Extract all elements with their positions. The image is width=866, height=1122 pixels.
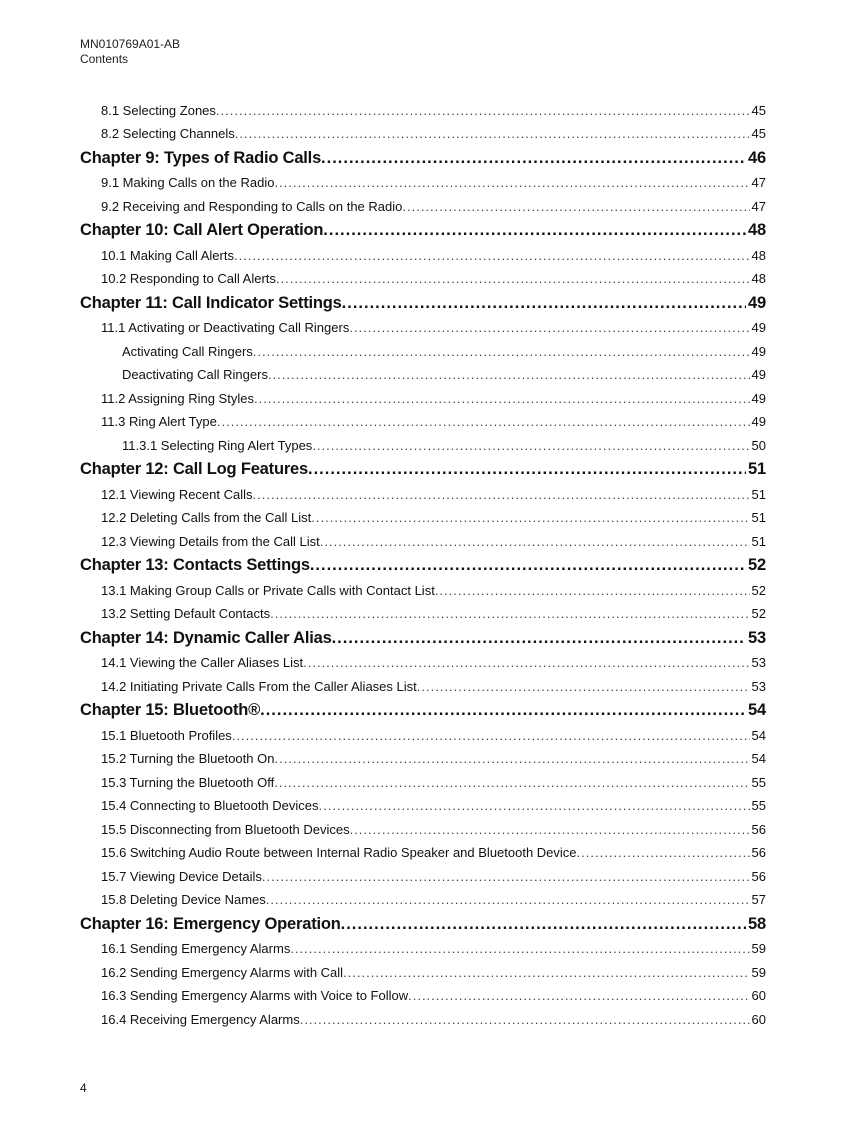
toc-entry[interactable]: [80, 862, 766, 886]
toc-entry-title: Chapter 15: Bluetooth®: [80, 701, 261, 719]
toc-entry-page: 49: [748, 293, 766, 312]
toc-entry-page: 53: [751, 655, 766, 670]
toc-entry-title: 13.1 Making Group Calls or Private Calls with Contact List: [101, 582, 435, 598]
toc-entry-title: 12.3 Viewing Details from the Call List: [101, 533, 320, 549]
toc-chapter-entry[interactable]: [80, 696, 766, 722]
dot-leader: [435, 582, 750, 600]
dot-leader: [254, 390, 750, 408]
toc-entry-title: 12.1 Viewing Recent Calls: [101, 486, 253, 502]
toc-entry-page: 60: [751, 1011, 766, 1027]
toc-entry-title: Chapter 10: Call Alert Operation: [80, 221, 324, 239]
toc-entry-title: 16.3 Sending Emergency Alarms with Voice to Follow: [101, 988, 409, 1003]
toc-entry[interactable]: [80, 815, 766, 839]
toc-entry-page: 49: [751, 343, 766, 359]
toc-entry-title: 8.1 Selecting Zones: [101, 102, 216, 118]
dot-leader: [312, 437, 749, 455]
toc-entry[interactable]: [80, 314, 766, 338]
toc-entry[interactable]: [80, 886, 766, 910]
toc-entry-page: 56: [751, 821, 766, 837]
toc-entry-page: 45: [751, 126, 766, 141]
toc-entry[interactable]: [80, 265, 766, 289]
toc-entry-page: 54: [748, 701, 766, 719]
toc-entry-title: 15.5 Disconnecting from Bluetooth Devices: [101, 821, 350, 837]
dot-leader: [323, 219, 746, 241]
toc-entry[interactable]: [80, 958, 766, 982]
toc-entry-page: 55: [751, 774, 766, 790]
toc-entry-page: 59: [751, 941, 766, 956]
toc-entry-page: 54: [751, 751, 766, 766]
toc-entry[interactable]: [80, 241, 766, 265]
toc-entry-title: 11.3 Ring Alert Type: [101, 414, 217, 429]
dot-leader: [349, 319, 749, 337]
toc-entry-page: 51: [751, 533, 766, 549]
toc-entry-page: 45: [751, 102, 766, 118]
toc-chapter-entry[interactable]: [80, 551, 766, 577]
toc-entry[interactable]: [80, 576, 766, 600]
toc-entry-page: 47: [751, 198, 766, 214]
toc-entry-title: Chapter 13: Contacts Settings: [80, 556, 310, 574]
toc-entry[interactable]: [80, 337, 766, 361]
dot-leader: [268, 366, 750, 384]
toc-entry-page: 52: [751, 582, 766, 598]
toc-entry[interactable]: [80, 527, 766, 551]
toc-entry-page: 49: [751, 320, 766, 335]
toc-chapter-entry[interactable]: [80, 623, 766, 649]
toc-entry-page: 53: [751, 678, 766, 694]
toc-entry-title: 15.8 Deleting Device Names: [101, 892, 266, 907]
toc-entry-title: 15.2 Turning the Bluetooth On: [101, 751, 275, 766]
toc-entry-page: 47: [751, 175, 766, 190]
toc-entry-page: 56: [751, 868, 766, 884]
toc-entry-page: 51: [748, 460, 766, 478]
toc-entry-page: 54: [751, 727, 766, 743]
toc-entry[interactable]: [80, 384, 766, 408]
toc-entry-page: 52: [751, 606, 766, 621]
toc-entry-title: Activating Call Ringers: [122, 343, 253, 359]
dot-leader: [234, 247, 750, 265]
dot-leader: [217, 413, 750, 431]
toc-entry-title: 15.3 Turning the Bluetooth Off: [101, 774, 275, 790]
toc-entry-title: Chapter 9: Types of Radio Calls: [80, 148, 322, 167]
dot-leader: [417, 678, 750, 696]
toc-entry[interactable]: [80, 504, 766, 528]
toc-entry-page: 49: [751, 390, 766, 406]
document-id: MN010769A01-AB: [80, 37, 181, 51]
toc-entry-title: Chapter 16: Emergency Operation: [80, 914, 341, 933]
toc-entry-title: 10.1 Making Call Alerts: [101, 247, 234, 263]
toc-entry-title: 14.2 Initiating Private Calls From the Caller Aliases List: [101, 678, 417, 694]
toc-entry-title: 8.2 Selecting Channels: [101, 126, 235, 141]
toc-entry-title: 10.2 Responding to Call Alerts: [101, 271, 276, 286]
dot-leader: [408, 987, 749, 1005]
toc-chapter-entry[interactable]: [80, 216, 766, 242]
dot-leader: [308, 458, 746, 480]
toc-entry[interactable]: [80, 721, 766, 745]
dot-leader: [274, 174, 749, 192]
toc-entry[interactable]: [80, 1005, 766, 1029]
toc-entry-page: 48: [751, 247, 766, 263]
toc-entry-page: 49: [751, 367, 766, 382]
toc-entry-title: Chapter 11: Call Indicator Settings: [80, 293, 342, 312]
toc-entry[interactable]: [80, 600, 766, 624]
page-number: 4: [80, 1081, 87, 1095]
section-name: Contents: [80, 52, 129, 66]
toc-entry-page: 53: [748, 628, 766, 647]
dot-leader: [350, 821, 750, 839]
toc-entry[interactable]: [80, 839, 766, 863]
dot-leader: [290, 940, 749, 958]
toc-entry-page: 49: [751, 414, 766, 429]
dot-leader: [274, 774, 749, 792]
toc-entry-title: 9.1 Making Calls on the Radio: [101, 175, 275, 190]
toc-chapter-entry[interactable]: [80, 909, 766, 935]
toc-entry-page: 46: [748, 148, 766, 167]
toc-entry[interactable]: [80, 96, 766, 120]
toc-entry[interactable]: [80, 792, 766, 816]
toc-chapter-entry[interactable]: [80, 455, 766, 481]
dot-leader: [311, 509, 749, 527]
toc-chapter-entry[interactable]: [80, 288, 766, 314]
dot-leader: [266, 891, 750, 909]
toc-entry-title: 11.1 Activating or Deactivating Call Ringers: [101, 320, 350, 335]
toc-entry-page: 52: [748, 556, 766, 574]
toc-entry-page: 51: [751, 510, 766, 525]
dot-leader: [310, 554, 746, 576]
dot-leader: [342, 292, 746, 314]
toc-entry[interactable]: [80, 649, 766, 673]
toc-entry-title: Chapter 14: Dynamic Caller Alias: [80, 628, 332, 647]
dot-leader: [253, 343, 750, 361]
dot-leader: [260, 699, 746, 721]
toc-entry[interactable]: [80, 745, 766, 769]
toc-entry-title: 15.7 Viewing Device Details: [101, 868, 262, 884]
dot-leader: [303, 654, 749, 672]
toc-entry-title: Deactivating Call Ringers: [122, 367, 268, 382]
toc-entry-page: 56: [751, 845, 766, 860]
toc-entry-page: 58: [748, 914, 766, 933]
toc-entry[interactable]: [80, 431, 766, 455]
dot-leader: [262, 868, 750, 886]
toc-entry[interactable]: [80, 768, 766, 792]
dot-leader: [232, 727, 750, 745]
toc-entry[interactable]: [80, 935, 766, 959]
toc-entry-title: Chapter 12: Call Log Features: [80, 460, 309, 478]
toc-entry-title: 9.2 Receiving and Responding to Calls on the Radio: [101, 198, 403, 214]
toc-entry-title: 12.2 Deleting Calls from the Call List: [101, 510, 312, 525]
dot-leader: [253, 486, 750, 504]
toc-entry[interactable]: [80, 361, 766, 385]
dot-leader: [274, 750, 749, 768]
toc-entry-title: 13.2 Setting Default Contacts: [101, 606, 271, 621]
toc-entry-page: 51: [751, 486, 766, 502]
toc-entry[interactable]: [80, 672, 766, 696]
dot-leader: [235, 125, 750, 143]
dot-leader: [216, 102, 750, 120]
toc-entry-title: 15.6 Switching Audio Route between Internal Radio Speaker and Bluetooth Device: [101, 845, 577, 860]
dot-leader: [270, 605, 749, 623]
dot-leader: [341, 913, 746, 935]
dot-leader: [300, 1011, 750, 1029]
toc-chapter-entry[interactable]: [80, 143, 766, 169]
toc-entry-page: 50: [751, 437, 766, 453]
dot-leader: [577, 844, 750, 862]
dot-leader: [332, 627, 746, 649]
toc-entry-title: 15.4 Connecting to Bluetooth Devices: [101, 798, 319, 813]
toc-entry-title: 11.2 Assigning Ring Styles: [101, 390, 254, 406]
toc-entry-title: 16.2 Sending Emergency Alarms with Call: [101, 964, 344, 980]
toc-entry[interactable]: [80, 169, 766, 193]
toc-entry[interactable]: [80, 192, 766, 216]
dot-leader: [319, 797, 750, 815]
toc-entry-page: 48: [751, 271, 766, 286]
toc-entry[interactable]: [80, 982, 766, 1006]
toc-entry-title: 11.3.1 Selecting Ring Alert Types: [122, 437, 313, 453]
toc-entry-title: 16.1 Sending Emergency Alarms: [101, 941, 291, 956]
toc-entry[interactable]: [80, 120, 766, 144]
dot-leader: [320, 533, 750, 551]
toc-entry-page: 48: [748, 221, 766, 239]
toc-entry-title: 16.4 Receiving Emergency Alarms: [101, 1011, 300, 1027]
dot-leader: [343, 964, 749, 982]
toc-entry-page: 55: [751, 798, 766, 813]
toc-entry[interactable]: [80, 480, 766, 504]
toc-entry[interactable]: [80, 408, 766, 432]
toc-entry-title: 14.1 Viewing the Caller Aliases List: [101, 655, 304, 670]
toc-entry-page: 59: [751, 964, 766, 980]
dot-leader: [402, 198, 749, 216]
toc-entry-page: 60: [751, 988, 766, 1003]
dot-leader: [276, 270, 750, 288]
dot-leader: [321, 147, 746, 169]
page-header: [80, 37, 180, 67]
toc-entry-title: 15.1 Bluetooth Profiles: [101, 727, 232, 743]
toc-entry-page: 57: [751, 892, 766, 907]
table-of-contents: [80, 96, 766, 1029]
